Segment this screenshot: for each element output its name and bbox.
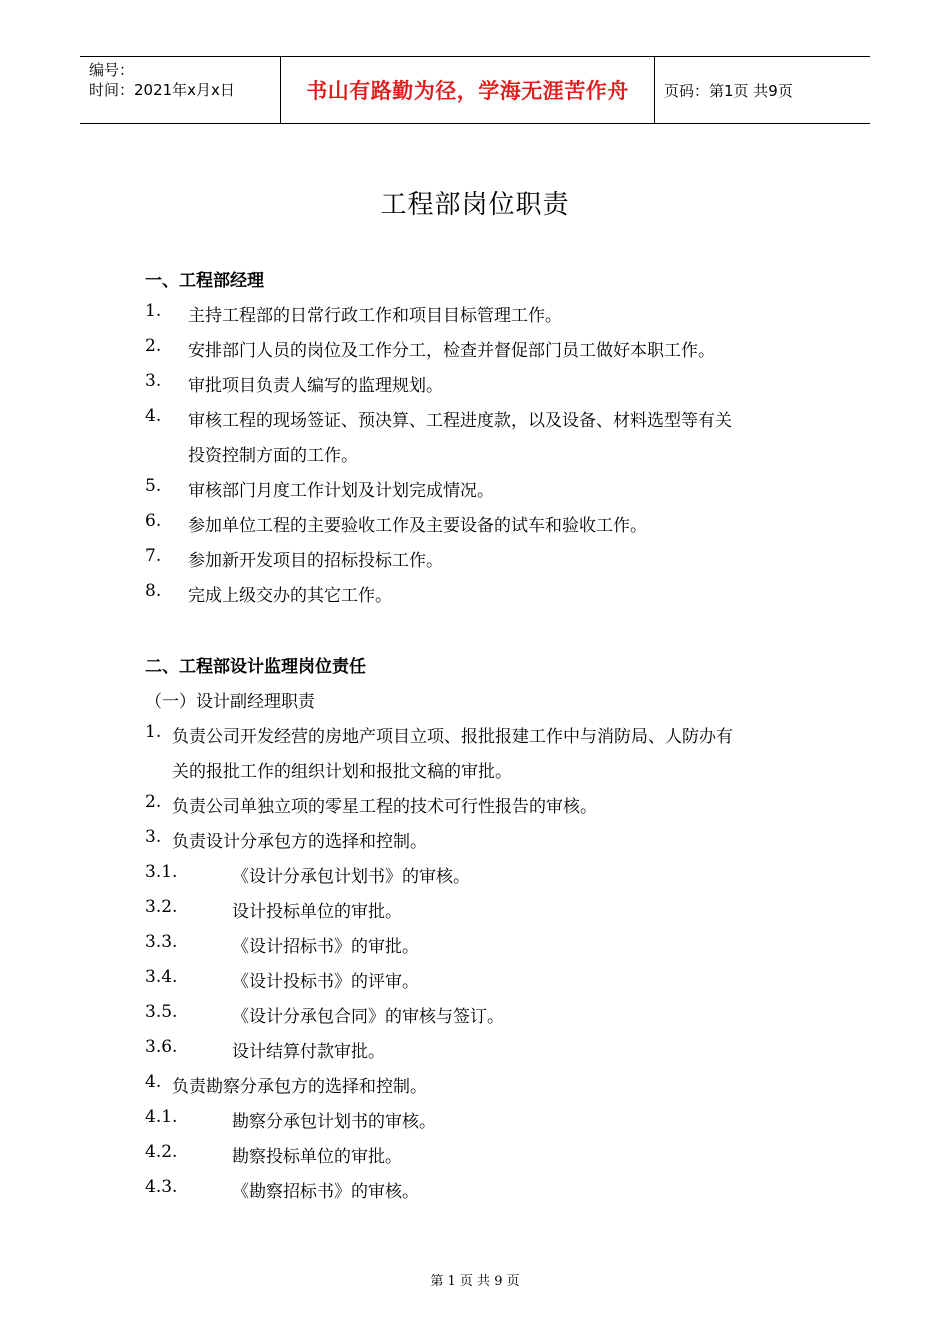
document-time-label: 时间：2021年x月x日 [89,81,235,99]
list-item-text: 审批项目负责人编写的监理规划。 [188,376,443,396]
list-item-number: 3.1. [145,862,178,882]
list-item-number: 4. [145,1072,162,1092]
list-item-text: 安排部门人员的岗位及工作分工，检查并督促部门员工做好本职工作。 [188,341,715,361]
list-item-text: 设计结算付款审批。 [232,1042,385,1062]
list-item-text: 完成上级交办的其它工作。 [188,586,392,606]
list-item-number: 3.5. [145,1002,178,1022]
list-item-number: 3.6. [145,1037,178,1057]
list-item-number: 2. [145,336,162,356]
sub-heading: （一）设计副经理职责 [145,692,315,712]
list-item-text: 勘察分承包计划书的审核。 [232,1112,436,1132]
section-heading-1: 一、工程部经理 [145,271,264,291]
list-item-number: 8. [145,581,162,601]
section-heading-2: 二、工程部设计监理岗位责任 [145,657,366,677]
list-item-number: 5. [145,476,162,496]
list-item-number: 4.1. [145,1107,178,1127]
list-item-text: 审核工程的现场签证、预决算、工程进度款，以及设备、材料选型等有关 [188,411,732,431]
list-item-text: 设计投标单位的审批。 [232,902,402,922]
list-item-number: 4.2. [145,1142,178,1162]
list-item-text: 《设计招标书》的审批。 [232,937,419,957]
list-item-text: 勘察投标单位的审批。 [232,1147,402,1167]
list-item-text: 关的报批工作的组织计划和报批文稿的审批。 [172,762,512,782]
list-item-number: 4.3. [145,1177,178,1197]
list-item-text: 主持工程部的日常行政工作和项目目标管理工作。 [188,306,562,326]
list-item-text: 负责公司开发经营的房地产项目立项、报批报建工作中与消防局、人防办有 [172,727,733,747]
list-item-number: 3. [145,827,162,847]
list-item-text: 《设计分承包计划书》的审核。 [232,867,470,887]
list-item-number: 4. [145,406,162,426]
document-number-label: 编号： [89,61,135,79]
list-item-text: 《设计投标书》的评审。 [232,972,419,992]
list-item-number: 1. [145,301,162,321]
list-item-number: 2. [145,792,162,812]
header-info-cell [80,57,281,123]
list-item-text: 参加单位工程的主要验收工作及主要设备的试车和验收工作。 [188,516,647,536]
list-item-number: 6. [145,511,162,531]
list-item-text: 负责设计分承包方的选择和控制。 [172,832,427,852]
list-item-number: 3.3. [145,932,178,952]
list-item-number: 7. [145,546,162,566]
header-page-label: 页码：第1页 共9页 [664,81,793,100]
list-item-number: 3.2. [145,897,178,917]
list-item-number: 1. [145,722,162,742]
list-item-text: 《勘察招标书》的审核。 [232,1182,419,1202]
list-item-text: 《设计分承包合同》的审核与签订。 [232,1007,504,1027]
page-title: 工程部岗位职责 [380,190,570,220]
list-item-number: 3. [145,371,162,391]
page-footer: 第 1 页 共 9 页 [430,1274,520,1289]
header-table [80,56,870,124]
list-item-number: 3.4. [145,967,178,987]
header-motto: 书山有路勤为径，学海无涯苦作舟 [281,57,655,123]
list-item-text: 负责勘察分承包方的选择和控制。 [172,1077,427,1097]
list-item-text: 负责公司单独立项的零星工程的技术可行性报告的审核。 [172,797,597,817]
list-item-text: 审核部门月度工作计划及计划完成情况。 [188,481,494,501]
list-item-text: 投资控制方面的工作。 [188,446,358,466]
list-item-text: 参加新开发项目的招标投标工作。 [188,551,443,571]
